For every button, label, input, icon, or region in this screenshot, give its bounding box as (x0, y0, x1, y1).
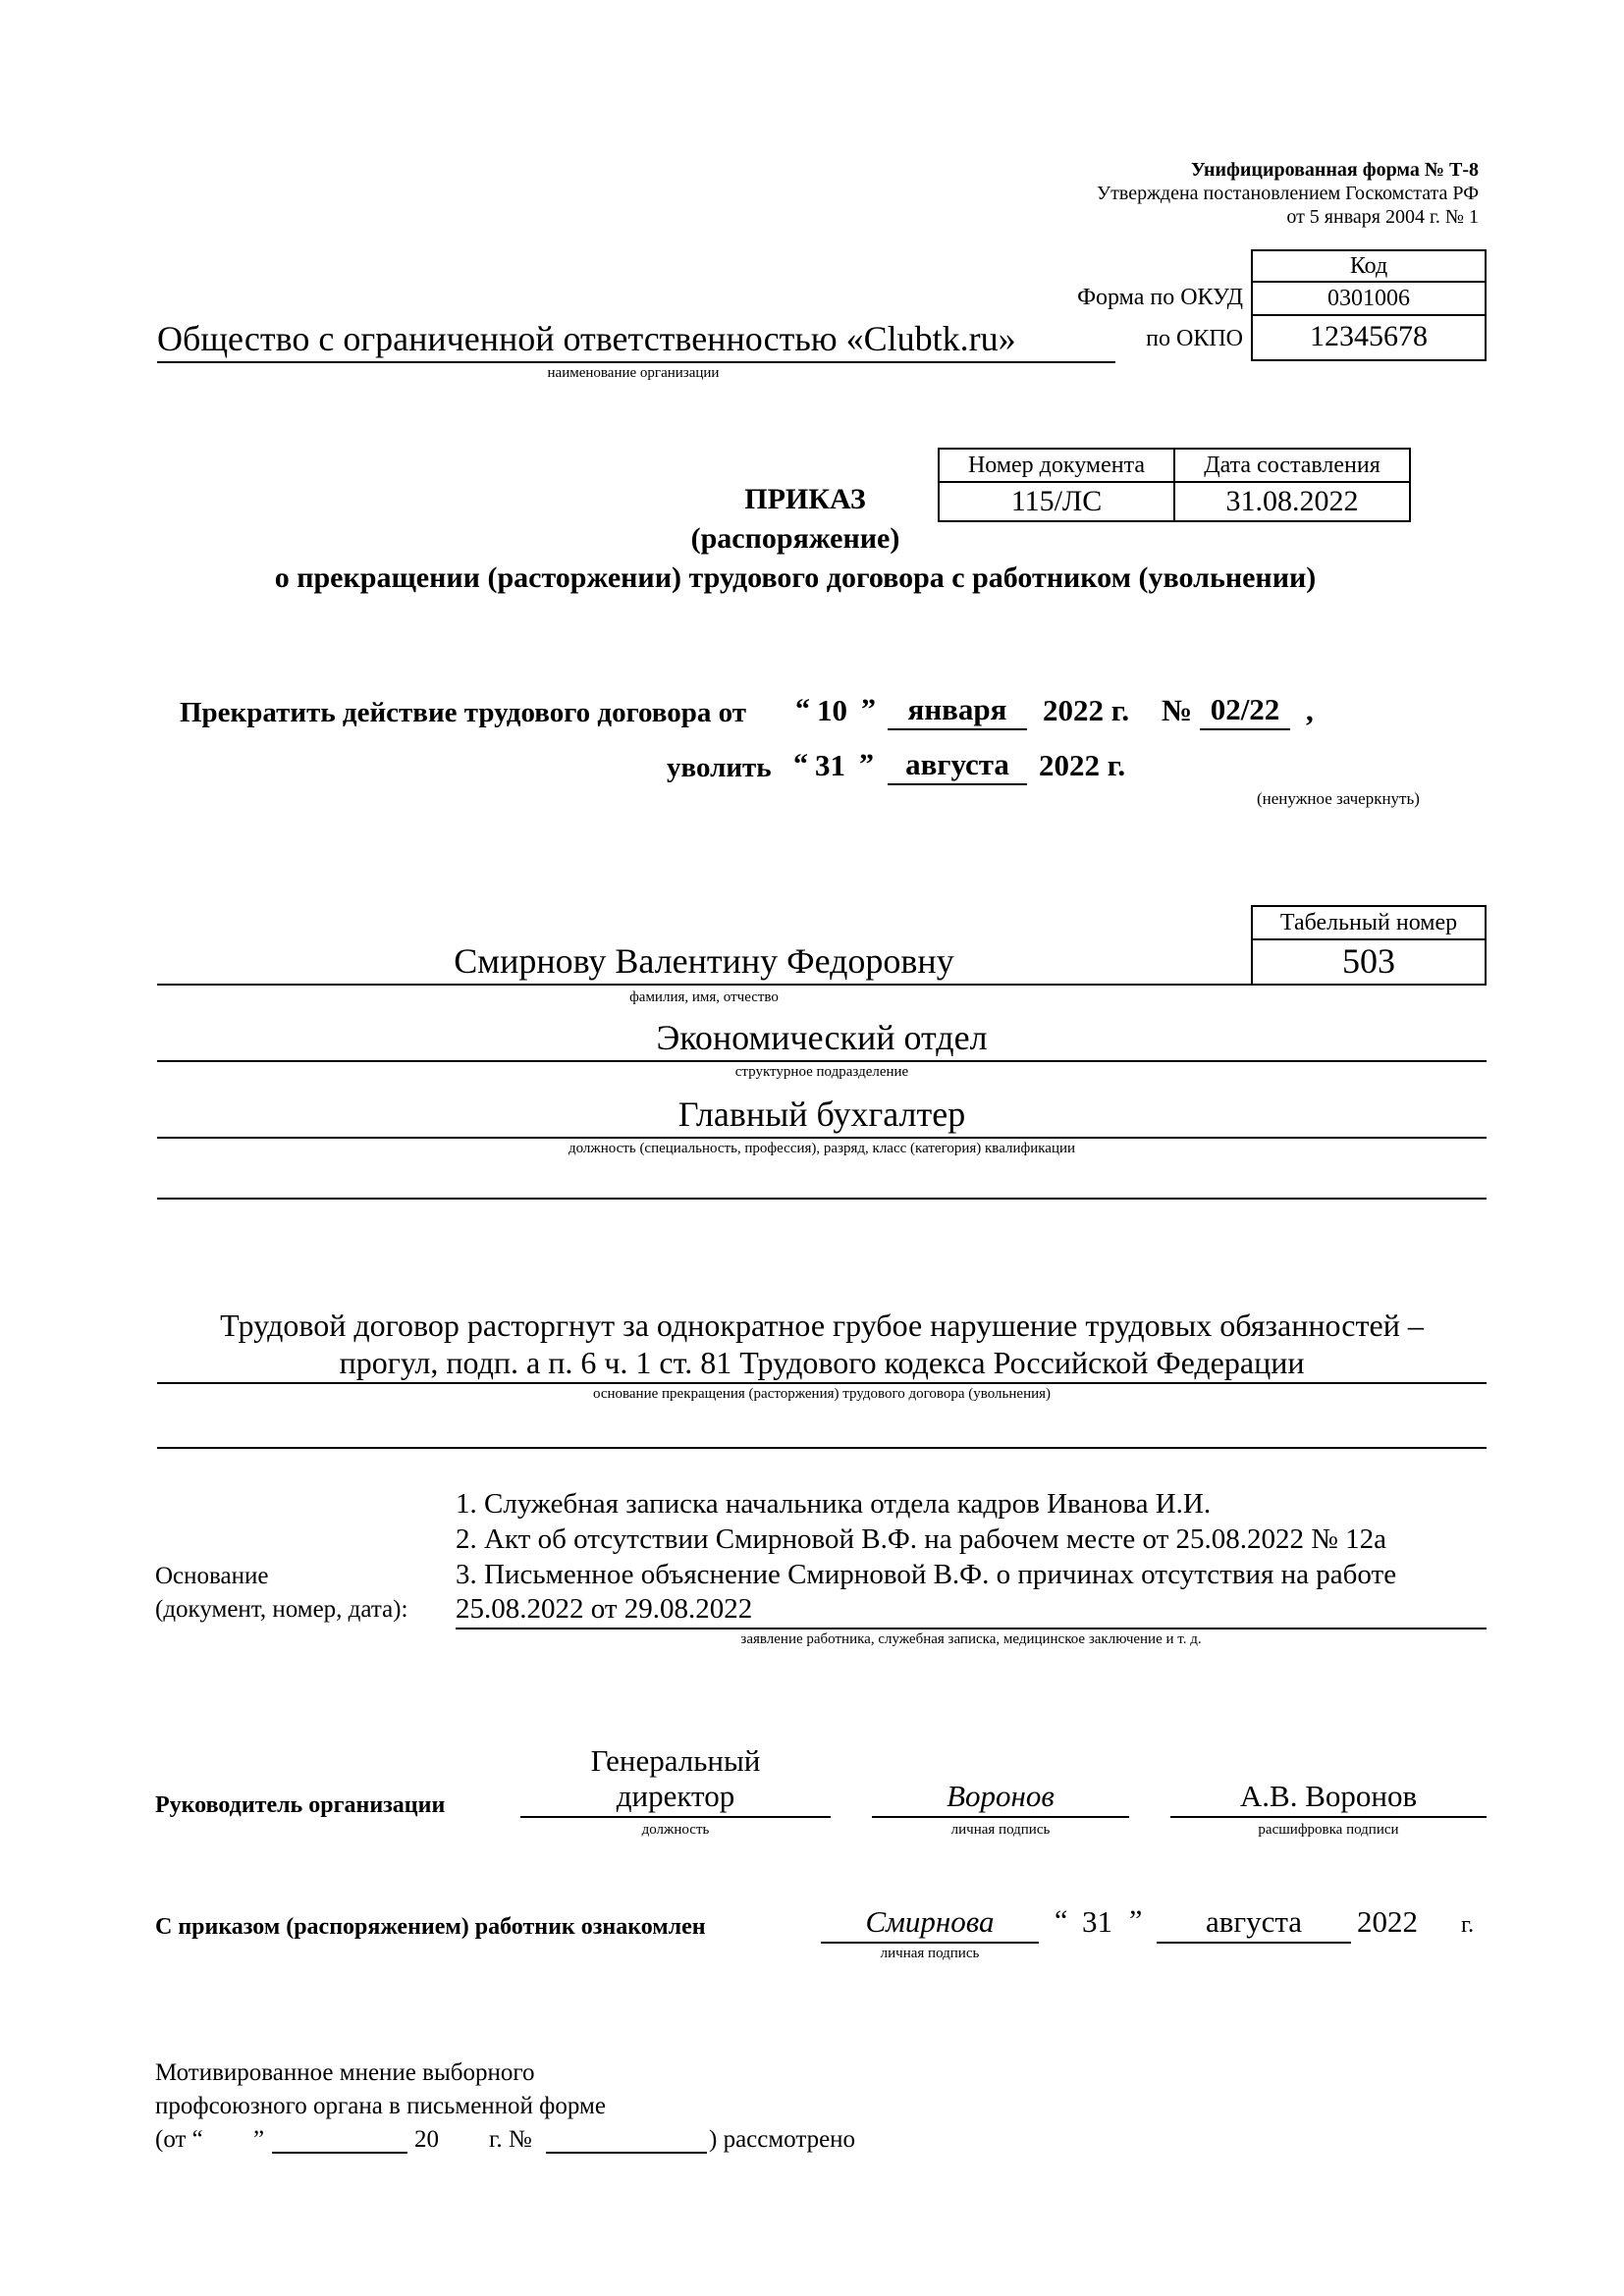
basis-item-2: 2. Акт об отсутствии Смирновой В.Ф. на рабочем месте от 25.08.2022 № 12а (456, 1523, 1387, 1555)
basis-item-1: 1. Служебная записка начальника отдела кадров Иванова И.И. (456, 1488, 1212, 1520)
basis-item-4: 25.08.2022 от 29.08.2022 (456, 1590, 1487, 1629)
title-order: ПРИКАЗ (744, 483, 866, 515)
basis-label-2: (документ, номер, дата): (155, 1596, 408, 1623)
union-reviewed: ) рассмотрено (709, 2126, 856, 2153)
head-position-caption: должность (641, 1822, 710, 1838)
acquainted-signature: Смирнова (821, 1902, 1039, 1944)
title-instruction: (распоряжение) (690, 522, 900, 555)
dismiss-quote-open: “ (793, 748, 808, 780)
grounds-extra-line (157, 1447, 1487, 1449)
union-line-2: профсоюзного органа в письменной форме (155, 2093, 606, 2119)
contract-day: 10 (817, 693, 847, 727)
acquainted-day: 31 (1082, 1904, 1112, 1939)
dismiss-day: 31 (815, 748, 845, 782)
basis-item-3: 3. Письменное объяснение Смирновой В.Ф. о причинах отсутствия на работе (456, 1559, 1397, 1590)
employee-department-caption: структурное подразделение (734, 1064, 909, 1080)
employee-department: Экономический отдел (157, 1015, 1487, 1062)
head-label: Руководитель организации (155, 1792, 446, 1818)
approved-line-2: от 5 января 2004 г. № 1 (1286, 206, 1479, 228)
contract-month: января (888, 691, 1027, 730)
head-position-line-2: директор (520, 1777, 831, 1818)
employee-position: Главный бухгалтер (157, 1092, 1487, 1139)
union-from: (от “ (155, 2126, 203, 2153)
employee-extra-line (157, 1198, 1487, 1200)
form-name: Унифицированная форма № Т-8 (1190, 159, 1479, 181)
organization-caption: наименование организации (547, 365, 720, 381)
doc-date-header: Дата составления (1173, 448, 1411, 483)
employee-name: Смирнову Валентину Федоровну (157, 938, 1251, 986)
head-signature: Воронов (872, 1777, 1129, 1818)
grounds-caption: основание прекращения (расторжения) трудового договора (увольнения) (592, 1386, 1052, 1402)
strike-note: (ненужное зачеркнуть) (1257, 789, 1420, 808)
grounds-line-1: Трудовой договор расторгнут за однократное грубое нарушение трудовых обязанностей – (220, 1308, 1424, 1343)
union-line-1: Мотивированное мнение выборного (155, 2059, 535, 2086)
union-close-quote: ” (253, 2126, 265, 2153)
okud-label: Форма по ОКУД (1077, 285, 1243, 310)
acquainted-signature-caption: личная подпись (880, 1946, 980, 1961)
employee-name-caption: фамилия, имя, отчество (629, 989, 779, 1005)
approved-line-1: Утверждена постановлением Госкомстата РФ (1097, 183, 1479, 204)
title-subject: о прекращении (расторжении) трудового договора с работником (увольнении) (274, 561, 1317, 594)
doc-number-header: Номер документа (938, 448, 1175, 483)
head-decoded-caption: расшифровка подписи (1258, 1822, 1399, 1838)
basis-label-1: Основание (155, 1563, 269, 1589)
employee-position-caption: должность (специальность, профессия), разряд, класс (категория) квалификации (568, 1141, 1076, 1156)
union-number-line (546, 2152, 707, 2154)
union-twenty: 20 (414, 2126, 439, 2153)
acquainted-month: августа (1157, 1902, 1351, 1944)
doc-date-value: 31.08.2022 (1173, 481, 1411, 522)
grounds-line-2: прогул, подп. а п. 6 ч. 1 ст. 81 Трудового кодекса Российской Федерации (157, 1343, 1487, 1384)
okpo-value: 12345678 (1251, 314, 1487, 361)
codes-title: Код (1251, 249, 1487, 283)
head-position-line-1: Генеральный (590, 1743, 761, 1778)
union-month-line (272, 2152, 407, 2154)
tab-number-value: 503 (1251, 938, 1487, 986)
acquainted-quote-open: “ (1055, 1904, 1068, 1937)
okpo-label: по ОКПО (1146, 326, 1243, 351)
organization-name: Общество с ограниченной ответственностью «Clubtk.ru» (157, 316, 1115, 363)
acquainted-label: С приказом (распоряжением) работник ознакомлен (155, 1914, 706, 1940)
dismiss-year: 2022 г. (1039, 748, 1126, 782)
dismiss-month: августа (888, 746, 1027, 785)
acquainted-year: 2022 (1357, 1904, 1418, 1939)
okud-value: 0301006 (1251, 281, 1487, 316)
dismiss-quote-close: ” (859, 748, 874, 780)
contract-number: 02/22 (1200, 691, 1290, 730)
union-g-no: г. № (489, 2126, 532, 2153)
contract-number-label: № (1162, 693, 1193, 727)
terminate-quote-open: “ (795, 693, 810, 725)
contract-year: 2022 г. (1043, 693, 1130, 727)
doc-number-value: 115/ЛС (938, 481, 1175, 522)
terminate-quote-close: ” (861, 693, 876, 725)
terminate-prefix: Прекратить действие трудового договора от (180, 697, 747, 728)
contract-comma: , (1306, 693, 1314, 727)
acquainted-year-suffix: г. (1461, 1912, 1475, 1938)
acquainted-quote-close: ” (1129, 1904, 1143, 1937)
head-decoded-name: А.В. Воронов (1170, 1777, 1487, 1818)
head-signature-caption: личная подпись (950, 1822, 1051, 1838)
basis-caption: заявление работника, служебная записка, медицинское заключение и т. д. (740, 1631, 1202, 1647)
dismiss-label: уволить (667, 752, 772, 783)
tab-number-header: Табельный номер (1251, 905, 1487, 940)
